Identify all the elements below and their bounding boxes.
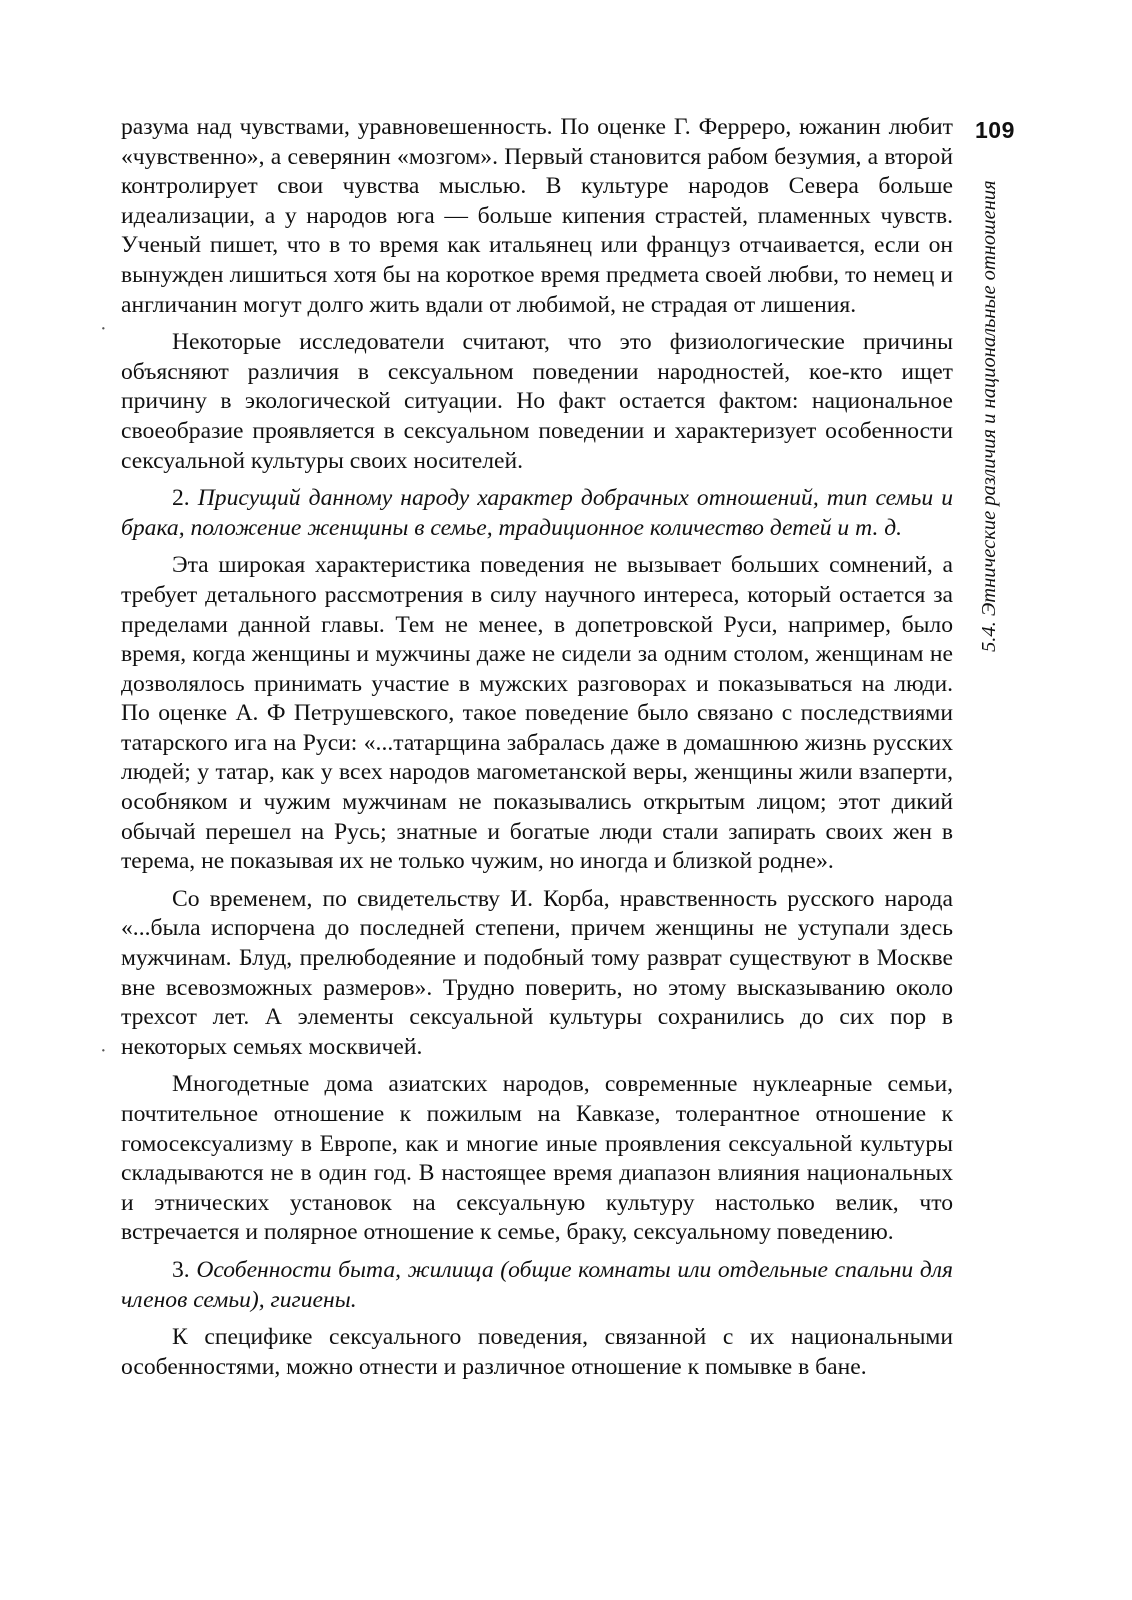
margin-mark: ·: [100, 318, 107, 340]
paragraph: Многодетные дома азиатских народов, современные нуклеарные семьи, почтительное отношение к пожилым на Кавказе, толерантное отношение к гомосексуализму в Европе, как и многие иные проявления сексуальной культуры складываются не в один год. В настоящее время диапазон влияния национальных и этнических установок на сексуальную культуру настолько велик, что встречается и полярное отношение к семье, браку, сексуальному поведению.: [121, 1071, 953, 1246]
heading-number: 2.: [172, 485, 198, 512]
margin-mark: ·: [100, 1040, 107, 1062]
heading-text: Особенности быта, жилища (общие комнаты или отдельные спальни для членов семьи), гигиены.: [121, 1256, 954, 1313]
paragraph: Некоторые исследователи считают, что это физиологические причины объясняют различия в сексуальном поведении народностей, кое-кто ищет причину в экологической ситуации. Но факт остается фактом: национальное своеобразие проявляется в сексуальном поведении и характеризует особенности сексуальной культуры своих носителей.: [121, 329, 953, 474]
paragraph: разума над чувствами, уравновешенность. По оценке Г. Ферреро, южанин любит «чувственно», а северянин «мозгом». Первый становится рабом безумия, а второй контролирует свои чувства мыслью. В культуре народов Севера больше идеализации, а у народов юга — больше кипения страстей, пламенных чувств. Ученый пишет, что в то время как итальянец или француз отчаивается, если он вынужден лишиться хотя бы на короткое время предмета своей любви, то немец и англичанин могут долго жить вдали от любимой, не страдая от лишения.: [121, 114, 953, 318]
running-head: 5.4. Этнические различия и национальные отношения: [978, 180, 1000, 652]
numbered-heading: [121, 1256, 953, 1315]
numbered-heading: [121, 484, 953, 543]
paragraph: Эта широкая характеристика поведения не вызывает больших сомнений, а требует детального рассмотрения в силу научного интереса, который остается за пределами данной главы. Тем не менее, в допетровской Руси, например, было время, когда женщины и мужчины даже не сидели за одним столом, женщинам не дозволялось принимать участие в мужских разговорах и показываться на люди. По оценке А. Ф Петрушевского, такое поведение было связано с последствиями татарского ига на Руси: «...татарщина забралась даже в домашнюю жизнь русских людей; у татар, как у всех народов магометанской веры, женщины жили взаперти, особняком и чужим мужчинам не показывались открытым лицом; этот дикий обычай перешел на Русь; знатные и богатые люди стали запирать своих жен в терема, не показывая их не только чужим, но иногда и близкой родне».: [121, 552, 953, 875]
heading-text: Присущий данному народу характер добрачных отношений, тип семьи и брака, положение женщины в семье, традиционное количество детей и т. д.: [121, 485, 954, 541]
heading-number: 3.: [172, 1256, 197, 1283]
paragraph: Со временем, по свидетельству И. Корба, нравственность русского народа «...была испорчена до последней степени, причем женщины не уступали здесь мужчинам. Блуд, прелюбодеяние и подобный тому разврат существуют в Москве вне всевозможных размеров». Трудно поверить, но этому высказыванию около трехсот лет. А элементы сексуальной культуры сохранились до сих пор в некоторых семьях москвичей.: [121, 885, 953, 1060]
paragraph: К специфике сексуального поведения, связанной с их национальными особенностями, можно отнести и различное отношение к помывке в бане.: [121, 1324, 953, 1380]
text-body: [121, 113, 953, 1382]
page-number: 109: [975, 117, 1015, 143]
